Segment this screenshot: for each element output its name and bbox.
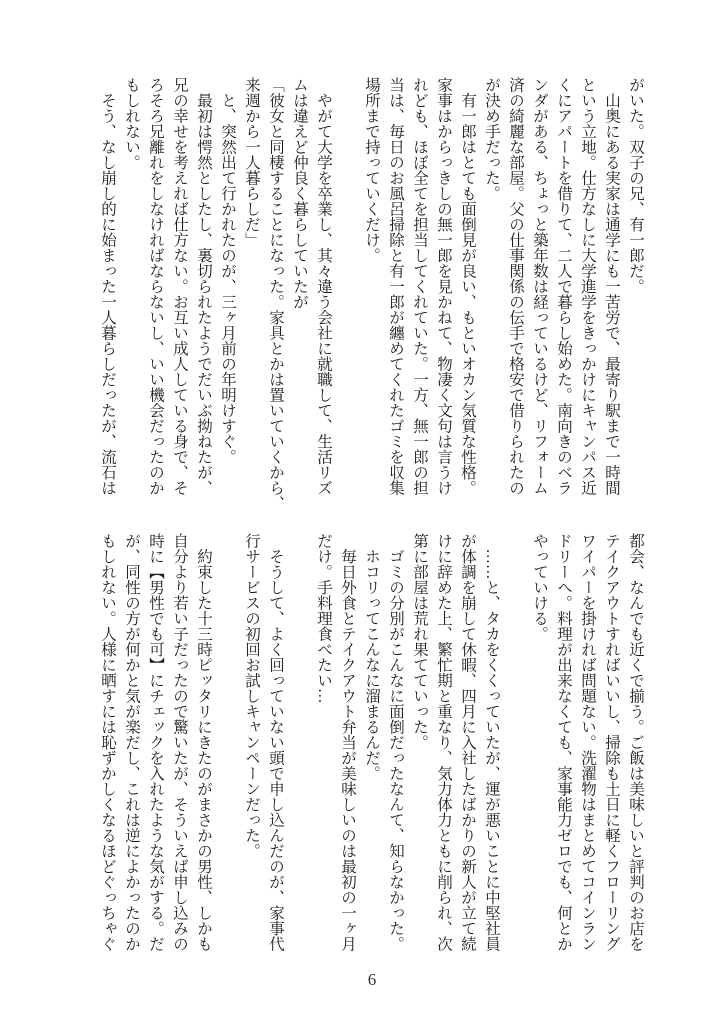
blank-column <box>215 533 239 953</box>
text-column: 行サービスの初回お試しキャンペーンだった。 <box>243 533 260 859</box>
text-column: が決め手だった。 <box>483 77 500 201</box>
text-column: 場所まで持っていくだけ。 <box>363 77 380 263</box>
blank-column <box>335 77 359 497</box>
text-column: 時に【男性でも可】にチェックを入れたような気がする。だ <box>147 533 164 952</box>
text-column: ドリーへ。料理が出来なくても、家事能力ゼロでも、何とか <box>555 533 572 952</box>
text-column: 最初は愕然としたし、裏切られたようでだいぶ拗ねたが、 <box>195 77 212 496</box>
text-column: と、突然出て行かれたのが、三ヶ月前の年明けすぐ。 <box>219 77 236 465</box>
text-column: ゴミの分別がこんなに面倒だったなんて、知らなかった。 <box>387 533 404 952</box>
text-column: くにアパートを借りて、二人で暮らし始めた。南向きのベラ <box>555 77 572 496</box>
text-column: 来週から一人暮らしだ」 <box>243 77 260 248</box>
text-column: 兄の幸せを考えれば仕方ない。お互い成人している身で、そ <box>171 77 188 496</box>
text-column: もしれない。 <box>123 77 140 170</box>
text-column: そう、なし崩し的に始まった一人暮らしだったが、流石は <box>99 77 116 496</box>
text-column: ンダがある、ちょっと築年数は経っているけど、リフォーム <box>531 77 548 496</box>
text-column: そうして、よく回っていない頭で申し込んだのが、家事代 <box>267 533 284 952</box>
text-column: 当は、毎日のお風呂掃除と有一郎が纏めてくれたゴミを収集 <box>387 77 404 496</box>
blank-column <box>503 533 527 953</box>
text-column: テイクアウトすればいいし、掃除も土日に軽くフローリング <box>603 533 620 952</box>
text-column: けに辞めた上、繁忙期と重なり、気力体力ともに削られ、次 <box>435 533 452 952</box>
lower-text-block <box>95 533 647 953</box>
text-column: 山奥にある実家は通学にも一苦労で、最寄り駅まで一時間 <box>603 77 620 496</box>
text-column: もしれない。人様に晒すには恥ずかしくなるほどぐっちゃぐ <box>99 533 116 952</box>
text-column: 約束した十三時ピッタリにきたのがまさかの男性、しかも <box>195 533 212 952</box>
text-column: が体調を崩して休暇、四月に入社したばかりの新人が立て続 <box>459 533 476 952</box>
text-column: 有一郎はとても面倒見が良い、もといオカン気質な性格。 <box>459 77 476 496</box>
text-column: ムは違えど仲良く暮らしていたが <box>291 77 308 310</box>
text-column: ろそろ兄離れをしなければならないし、いい機会だったのか <box>147 77 164 496</box>
text-column: という立地。仕方なしに大学進学をきっかけにキャンパス近 <box>579 77 596 496</box>
upper-text-block <box>95 77 647 511</box>
text-column: 毎日外食とテイクアウト弁当が美味しいのは最初の一ヶ月 <box>339 533 356 952</box>
text-column: が、同性の方が何かと気が楽だし、これは逆によかったのか <box>123 533 140 952</box>
text-column: ホコリってこんなに溜まるんだ。 <box>363 533 380 781</box>
text-column: れども、ほぼ全てを担当してくれていた。一方、無一郎の担 <box>411 77 428 496</box>
blank-column <box>287 533 311 953</box>
text-column: 「彼女と同棲することになった。家具とかは置いていくから、 <box>267 77 284 511</box>
text-column: がいた。双子の兄、有一郎だ。 <box>627 77 644 294</box>
text-column: 済の綺麗な部屋。父の仕事関係の伝手で格安で借りられたの <box>507 77 524 496</box>
text-column: ワイパーを掛ければ問題ない。洗濯物はまとめてコインラン <box>579 533 596 952</box>
text-column: ……と、タカをくくっていたが、運が悪いことに中堅社員 <box>483 533 500 952</box>
text-column: やっていける。 <box>531 533 548 642</box>
text-column: 家事はからっきしの無一郎を見かねて、物凄く文句は言うけ <box>435 77 452 496</box>
text-column: 自分より若い子だったので驚いたが、そういえば申し込みの <box>171 533 188 952</box>
text-column: やがて大学を卒業し、其々違う会社に就職して、生活リズ <box>315 77 332 496</box>
text-column: 第に部屋は荒れ果てていった。 <box>411 533 428 750</box>
page-number: 6 <box>367 970 377 989</box>
text-column: 都会、なんでも近くで揃う。ご飯は美味しいと評判のお店を <box>627 533 644 952</box>
text-column: だけ。手料理食べたい… <box>315 533 332 704</box>
